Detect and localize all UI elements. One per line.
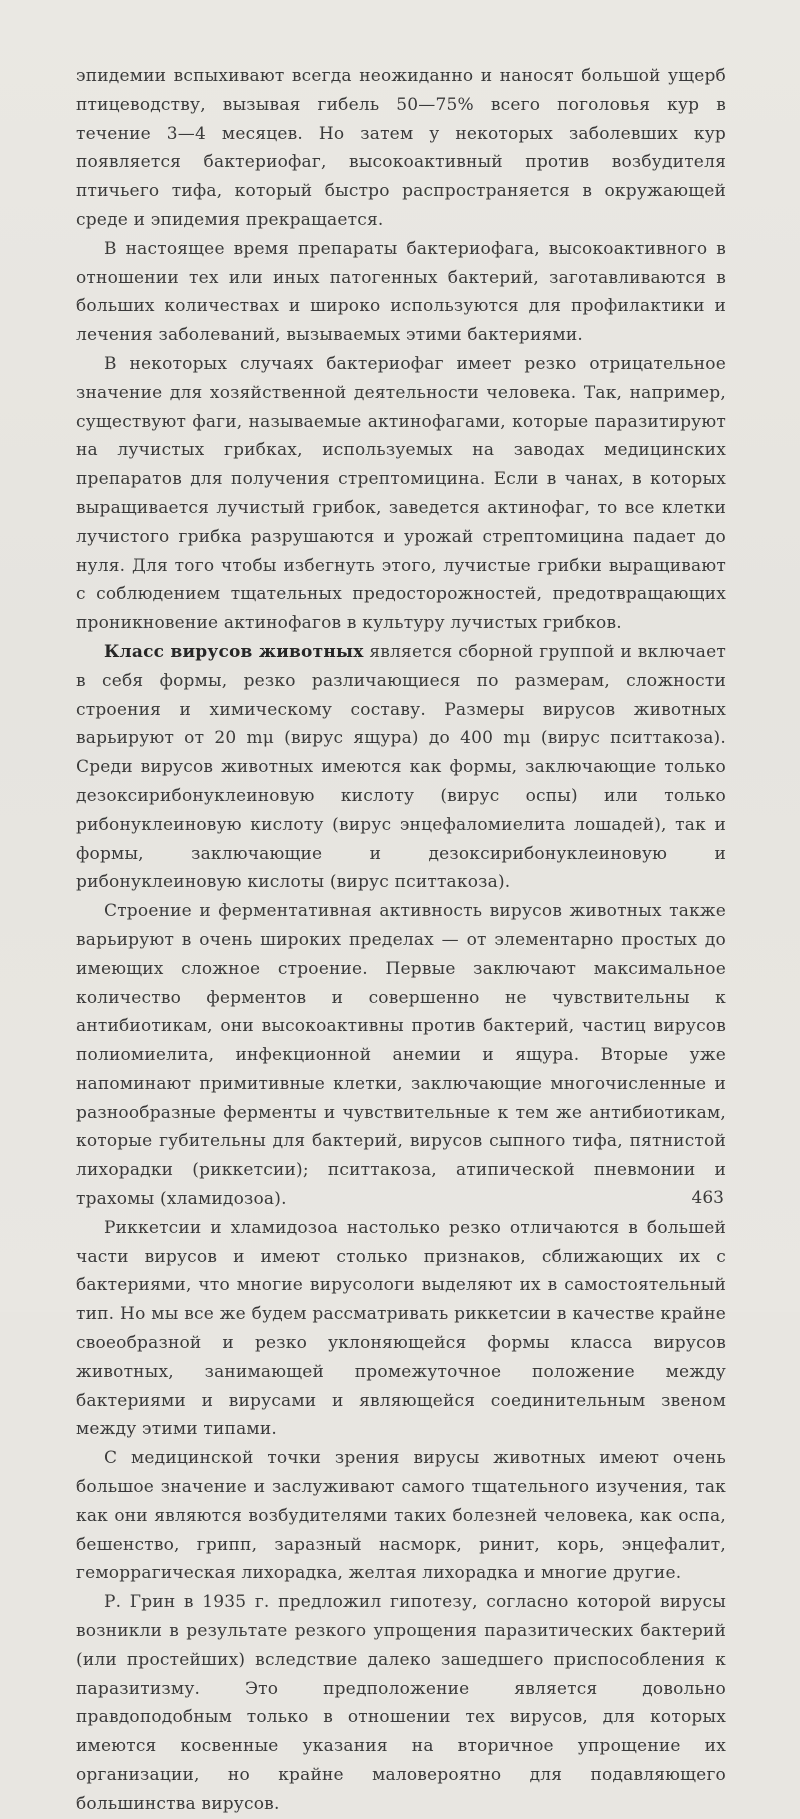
paragraph [76,62,726,235]
section-lead: Класс вирусов животных [104,641,364,662]
paragraph [76,1214,726,1444]
body-text [76,62,726,1819]
paragraph [76,897,726,1214]
paragraph-text: является сборной группой и включает в себя формы, резко различающиеся по размерам, сложности строения и химическому составу. Размеры вирусов животных варьируют от 20 mμ (вирус ящура) до 400 mμ (вирус пситтакоза). Среди вирусов животных имеются как формы, заключающие только дезоксирибонуклеиновую кислоту (вирус оспы) или только рибонуклеиновую кислоту (вирус энцефаломиелита лошадей), так и формы, заключающие и дезоксирибонуклеиновую и рибонуклеиновую кислоты (вирус пситтакоза). [76,641,726,893]
paragraph-text: Риккетсии и хламидозоа настолько резко отличаются в большей части вирусов и имеют столько признаков, сближающих их с бактериями, что многие вирусологи выделяют их в самостоятельный тип. Но мы все же будем рассматривать риккетсии в качестве крайне своеобразной и резко уклоняющейся формы класса вирусов животных, занимающей промежуточное положение между бактериями и вирусами и являющейся соединительным звеном между этими типами. [76,1217,726,1440]
paragraph-text: Р. Грин в 1935 г. предложил гипотезу, согласно которой вирусы возникли в результате резкого упрощения паразитических бактерий (или простейших) вследствие далеко зашедшего приспособления к паразитизму. Это предположение является довольно правдоподобным только в отношении тех вирусов, для которых имеются косвенные указания на вторичное упрощение их организации, но крайне маловероятно для подавляющего большинства вирусов. [76,1592,726,1814]
paragraph [76,350,726,638]
paragraph-text: С медицинской точки зрения вирусы животных имеют очень большое значение и заслуживают самого тщательного изучения, так как они являются возбудителями таких болезней человека, как оспа, бешенство, грипп, заразный насморк, ринит, корь, энцефалит, геморрагическая лихорадка, желтая лихорадка и многие другие. [76,1448,726,1584]
paragraph-text: В некоторых случаях бактериофаг имеет резко отрицательное значение для хозяйственной деятельности человека. Так, например, существуют фаги, называемые актинофагами, которые паразитируют на лучистых грибках, используемых на заводах медицинских препаратов для получения стрептомицина. Если в чанах, в которых выращивается лучистый грибок, заведется актинофаг, то все клетки лучистого грибка разрушаются и урожай стрептомицина падает до нуля. Для того чтобы избегнуть этого, лучистые грибки выращивают с соблюдением тщательных предосторожностей, предотвращающих проникновение актинофагов в культуру лучистых грибков. [76,353,726,634]
paragraph-text: эпидемии вспыхивают всегда неожиданно и наносят большой ущерб птицеводству, вызывая гибель 50—75% всего поголовья кур в течение 3—4 месяцев. Но затем у некоторых заболевших кур появляется бактериофаг, высокоактивный против возбудителя птичьего тифа, который быстро распространяется в окружающей среде и эпидемия прекращается. [76,66,726,230]
paragraph [76,1588,726,1818]
paragraph [76,1444,726,1588]
paragraph-text: Строение и ферментативная активность вирусов животных также варьируют в очень широких пределах — от элементарно простых до имеющих сложное строение. Первые заключают максимальное количество ферментов и совершенно не чувствительны к антибиотикам, они высокоактивны против бактерий, частиц вирусов полиомиелита, инфекционной анемии и ящура. Вторые уже напоминают примитивные клетки, заключающие многочисленные и разнообразные ферменты и чувствительные к тем же антибиотикам, которые губительны для бактерий, вирусов сыпного тифа, пятнистой лихорадки (риккетсии); пситтакоза, атипической пневмонии и трахомы (хламидозоа). [76,901,726,1210]
paragraph [76,638,726,897]
paragraph [76,235,726,350]
paragraph-text: В настоящее время препараты бактериофага, высокоактивного в отношении тех или иных патогенных бактерий, заготавливаются в больших количествах и широко используются для профилактики и лечения заболеваний, вызываемых этими бактериями. [76,238,726,346]
page-number: 463 [691,1188,724,1208]
